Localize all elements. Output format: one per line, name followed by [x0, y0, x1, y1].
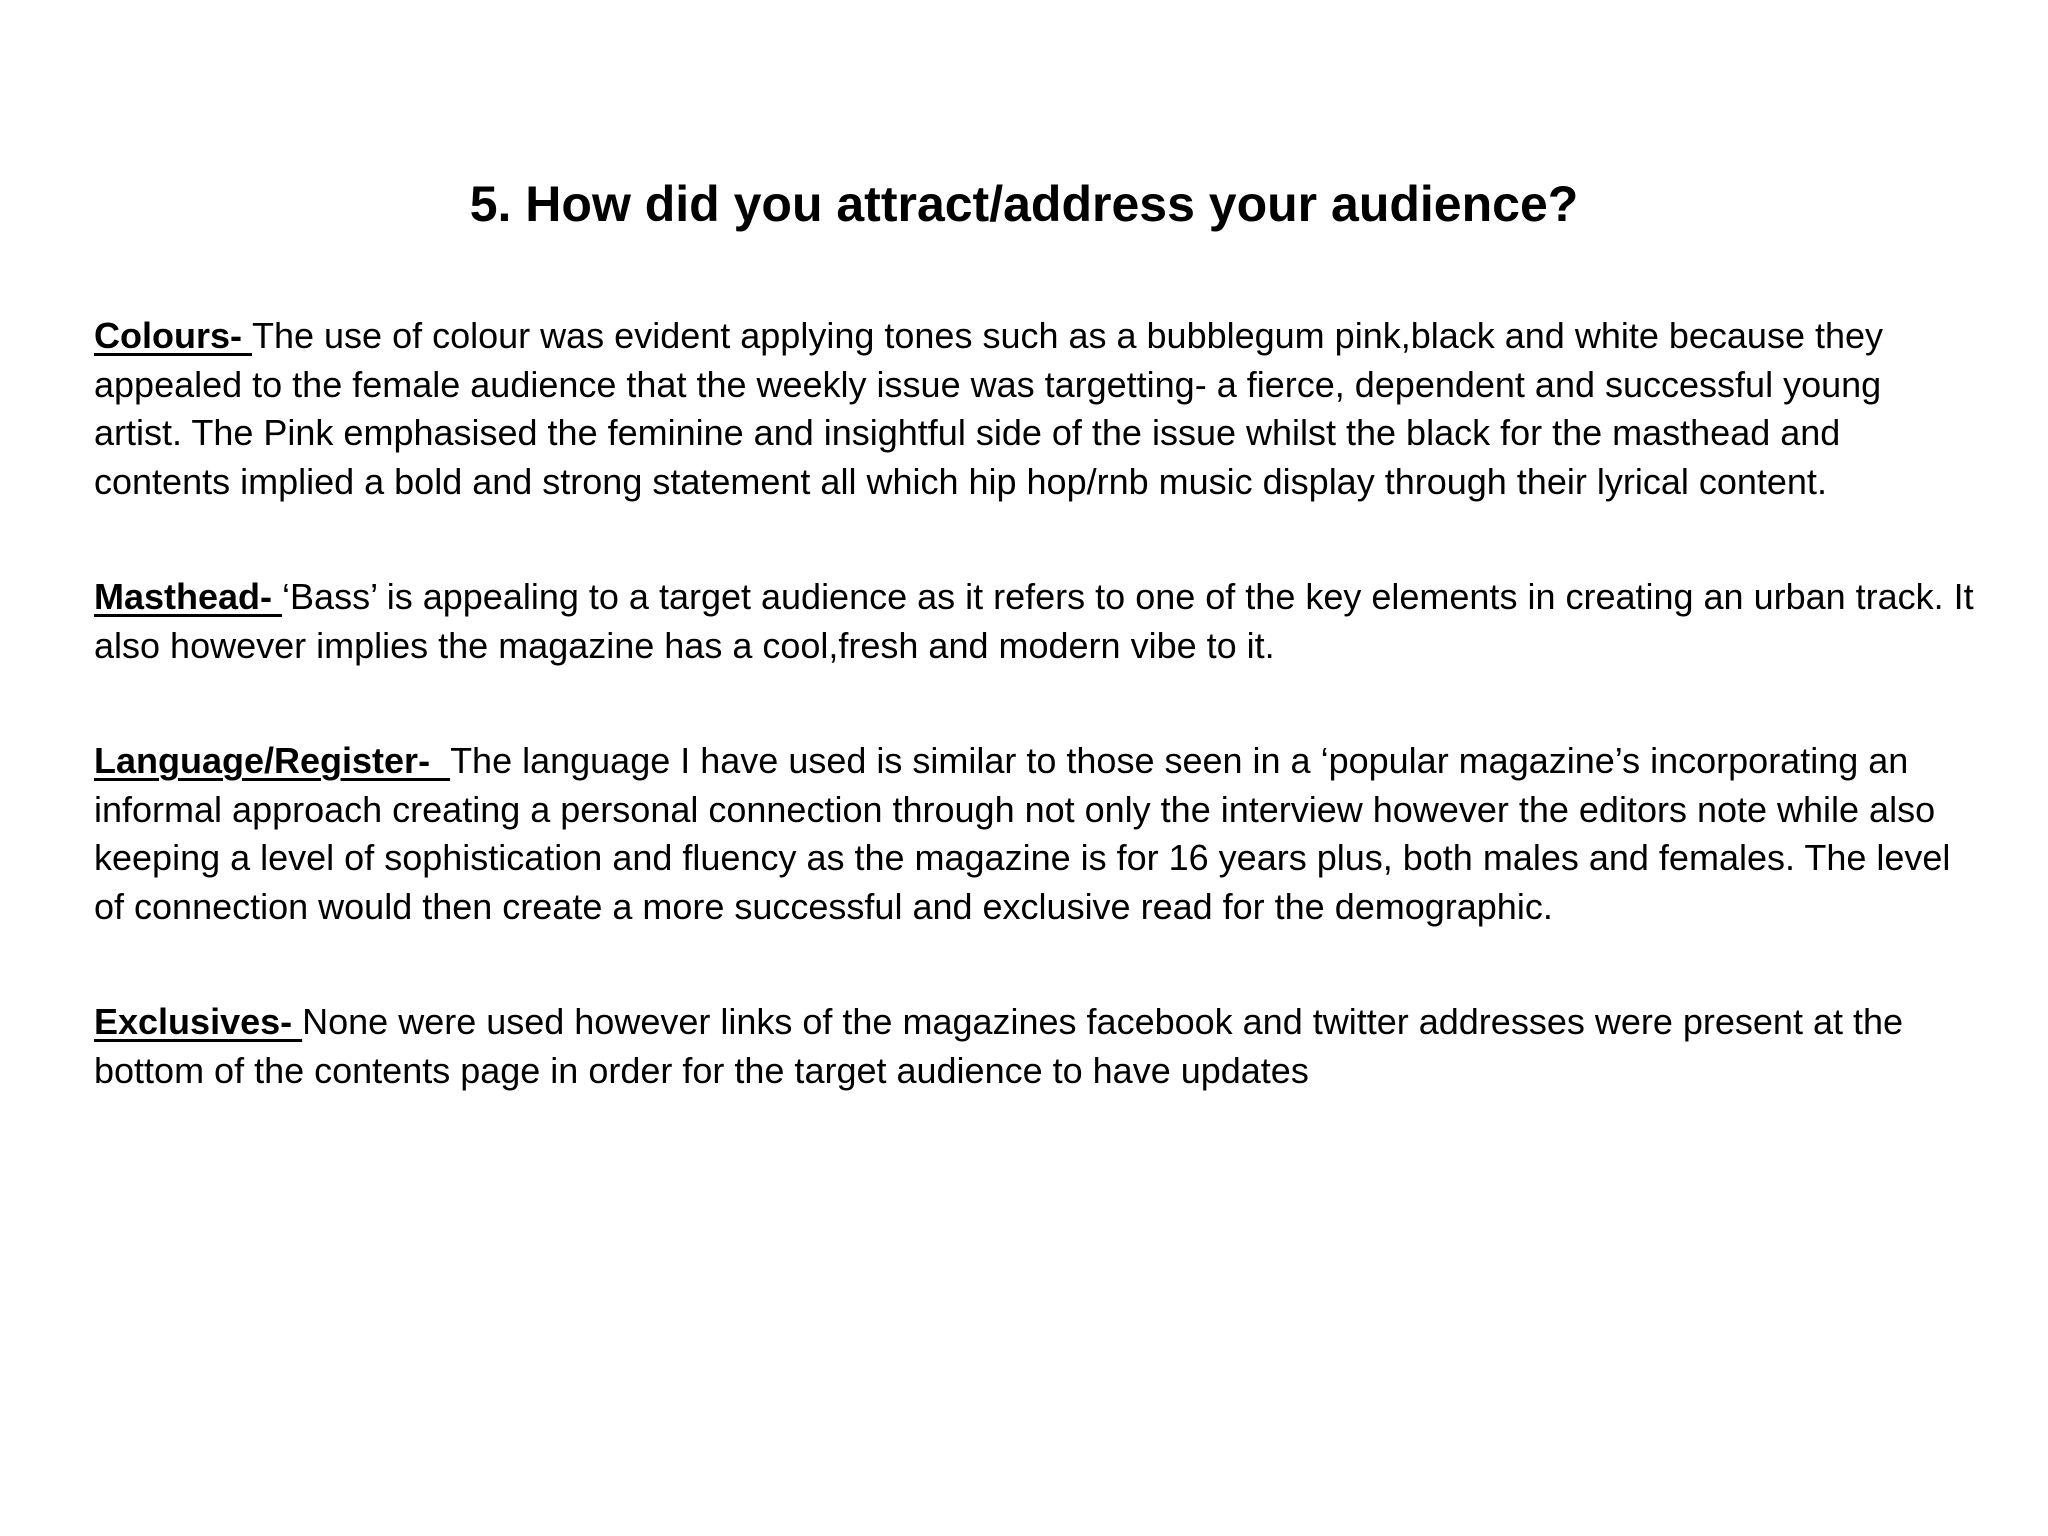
- section-text-language-register: The language I have used is similar to those seen in a ‘popular magazine’s incorporating an informal approach creating a personal connection through not only the interview however the editors note while also keeping a level of sophistication and fluency as the magazine is for 16 years plus, both males and females. The level of connection would then create a more successful and exclusive read for the demographic.: [94, 740, 1951, 927]
- section-text-exclusives: None were used however links of the magazines facebook and twitter addresses were present at the bottom of the contents page in order for the target audience to have updates: [94, 1001, 1904, 1091]
- section-label-colours: Colours-: [94, 315, 252, 356]
- section-language-register: [94, 737, 1974, 931]
- section-text-masthead: ‘Bass’ is appealing to a target audience as it refers to one of the key elements in creating an urban track. It also however implies the magazine has a cool,fresh and modern vibe to it.: [94, 576, 1974, 666]
- section-exclusives: [94, 998, 1974, 1095]
- slide-title: 5. How did you attract/address your audience?: [469, 176, 1579, 232]
- section-masthead: [94, 573, 1974, 670]
- section-text-colours: The use of colour was evident applying tones such as a bubblegum pink,black and white because they appealed to the female audience that the weekly issue was targetting- a fierce, dependent and successful young artist. The Pink emphasised the feminine and insightful side of the issue whilst the black for the masthead and contents implied a bold and strong statement all which hip hop/rnb music display through their lyrical content.: [94, 315, 1884, 502]
- section-colours: [94, 312, 1974, 506]
- slide-body: [94, 312, 1974, 1162]
- section-label-language-register: Language/Register-: [94, 740, 451, 781]
- section-label-exclusives: Exclusives-: [94, 1001, 303, 1042]
- section-label-masthead: Masthead-: [94, 576, 283, 617]
